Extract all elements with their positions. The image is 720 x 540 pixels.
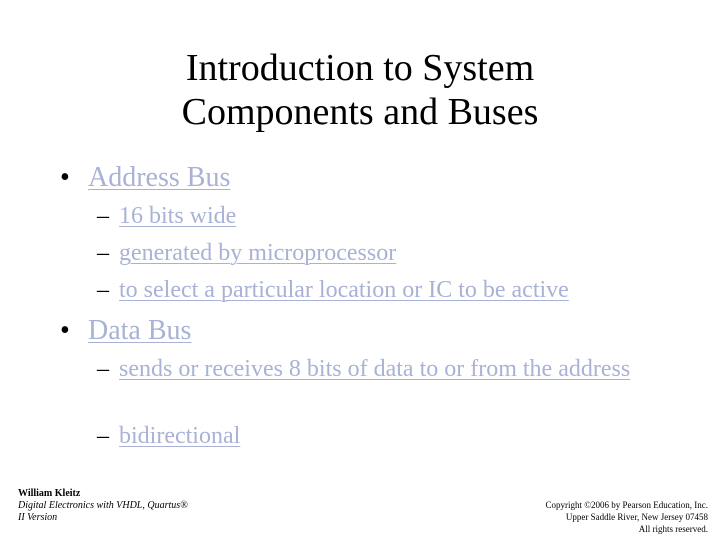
sub-item-label[interactable]: bidirectional — [119, 423, 241, 449]
bullet-dot-icon: • — [60, 162, 70, 193]
dash-icon: – — [97, 240, 109, 266]
copyright-line-1: Copyright ©2006 by Pearson Education, Inc. — [545, 500, 708, 510]
sub-item-bidirectional[interactable] — [97, 421, 240, 452]
sub-item-16-bits[interactable] — [97, 201, 236, 232]
copyright-line-3: All rights reserved. — [638, 524, 708, 534]
footer-book-line-2: II Version — [18, 512, 58, 523]
footer-author: William Kleitz — [18, 488, 81, 499]
title-line-1: Introduction to System — [185, 47, 535, 89]
bullet-dot-icon: • — [60, 315, 70, 346]
dash-icon: – — [97, 203, 109, 229]
bullet-address-bus[interactable] — [60, 162, 230, 194]
footer-book-line-1: Digital Electronics with VHDL, Quartus® — [18, 500, 188, 511]
footer-copyright — [518, 499, 708, 535]
sub-item-label[interactable]: sends or receives 8 bits of data to or from the address — [119, 356, 631, 382]
sub-item-label[interactable]: 16 bits wide — [119, 203, 237, 229]
bullet-label[interactable]: Data Bus — [88, 315, 192, 346]
bullet-label[interactable]: Address Bus — [88, 162, 231, 193]
sub-item-generated[interactable] — [97, 238, 396, 269]
title-line-2: Components and Buses — [181, 91, 539, 133]
dash-icon: – — [97, 423, 109, 449]
bullet-data-bus[interactable] — [60, 315, 191, 347]
footer-left — [18, 488, 188, 524]
slide-title — [60, 46, 660, 134]
copyright-line-2: Upper Saddle River, New Jersey 07458 — [565, 512, 708, 522]
sub-item-label[interactable]: to select a particular location or IC to be active — [119, 277, 569, 303]
sub-item-sends-receives[interactable] — [97, 354, 639, 385]
sub-item-label[interactable]: generated by microprocessor — [119, 240, 397, 266]
dash-icon: – — [97, 356, 109, 382]
dash-icon: – — [97, 277, 109, 303]
sub-item-select[interactable] — [97, 275, 569, 306]
